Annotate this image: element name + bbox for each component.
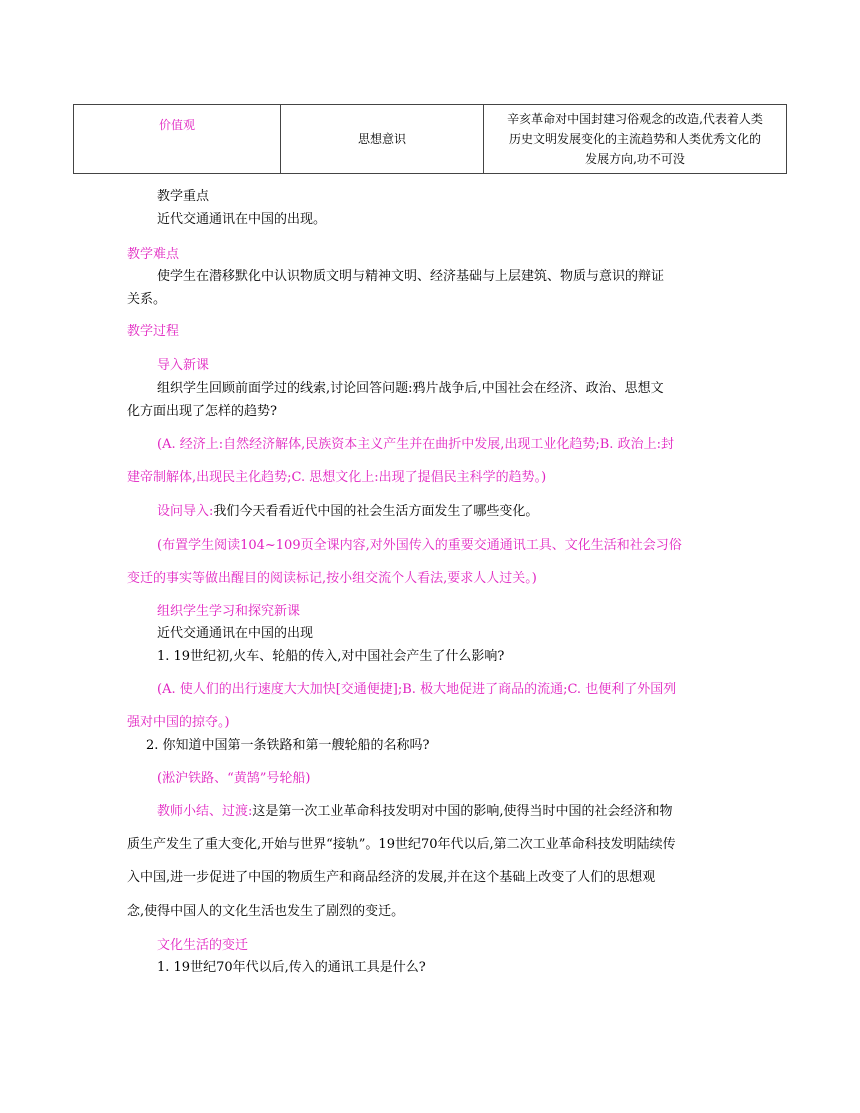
table-cell-category: 价值观	[74, 105, 281, 174]
study-question-1: 1. 19世纪初,火车、轮船的传入,对中国社会产生了什么影响?	[157, 649, 505, 664]
key-point-text: 近代交通通讯在中国的出现。	[157, 212, 327, 227]
study-answer-1-line: (A. 使人们的出行速度大大加快[交通便捷];B. 极大地促进了商品的流通;C. 也便利了外国列	[157, 682, 677, 697]
teacher-summary-line: 质生产发生了重大变化,开始与世界“接轨”。19世纪70年代以后,第二次工业革命科技发明陆续传	[127, 837, 676, 852]
question-intro-label: 设问导入:	[157, 504, 214, 519]
difficulty-text-line: 使学生在潜移默化中认识物质文明与精神文明、经济基础与上层建筑、物质与意识的辩证	[157, 269, 665, 284]
difficulty-text-line: 关系。	[127, 292, 167, 307]
table-cell-aspect: 思想意识	[281, 105, 484, 174]
key-point-heading: 教学重点	[157, 189, 210, 204]
intro-heading: 导入新课	[157, 358, 210, 373]
question-intro-text: 我们今天看看近代中国的社会生活方面发生了哪些变化。	[213, 504, 539, 519]
table-row	[74, 105, 787, 174]
values-table	[73, 104, 787, 174]
teacher-summary-line: 入中国,进一步促进了中国的物质生产和商品经济的发展,并在这个基础上改变了人们的思想观	[127, 870, 656, 885]
culture-heading: 文化生活的变迁	[157, 938, 249, 953]
teacher-summary-label: 教师小结、过渡:	[157, 804, 253, 819]
intro-text-line: 化方面出现了怎样的趋势?	[127, 404, 277, 419]
process-heading: 教学过程	[127, 324, 180, 339]
teacher-summary-line: 念,使得中国人的文化生活也发生了剧烈的变迁。	[127, 904, 405, 919]
study-answer-2: (淞沪铁路、“黄鹄”号轮船)	[157, 771, 311, 786]
difficulty-heading: 教学难点	[127, 247, 180, 262]
study-subheading: 近代交通通讯在中国的出现	[157, 626, 314, 641]
assignment-line: (布置学生阅读104~109页全课内容,对外国传入的重要交通通讯工具、文化生活和社会习俗	[157, 538, 682, 553]
intro-answer-line: (A. 经济上:自然经济解体,民族资本主义产生并在曲折中发展,出现工业化趋势;B. 政治上:封	[157, 437, 674, 452]
study-question-2: 2. 你知道中国第一条铁路和第一艘轮船的名称吗?	[146, 738, 430, 753]
description-line: 辛亥革命对中国封建习俗观念的改造,代表着人类	[507, 112, 763, 126]
description-line: 发展方向,功不可没	[585, 152, 685, 166]
intro-answer-line: 建帝制解体,出现民主化趋势;C. 思想文化上:出现了提倡民主科学的趋势。)	[127, 470, 547, 485]
culture-question-1: 1. 19世纪70年代以后,传入的通讯工具是什么?	[157, 960, 426, 975]
teacher-summary-line: 教师小结、过渡:这是第一次工业革命科技发明对中国的影响,使得当时中国的社会经济和物	[157, 804, 673, 819]
study-heading: 组织学生学习和探究新课	[157, 604, 301, 619]
question-intro	[157, 503, 538, 521]
description-line: 历史文明发展变化的主流趋势和人类优秀文化的	[508, 132, 761, 146]
table-cell-description	[484, 105, 787, 174]
assignment-line: 变迁的事实等做出醒目的阅读标记,按小组交流个人看法,要求人人过关。)	[127, 571, 537, 586]
intro-text-line: 组织学生回顾前面学过的线索,讨论回答问题:鸦片战争后,中国社会在经济、政治、思想文	[157, 381, 664, 396]
study-answer-1-line: 强对中国的掠夺。)	[127, 715, 230, 730]
